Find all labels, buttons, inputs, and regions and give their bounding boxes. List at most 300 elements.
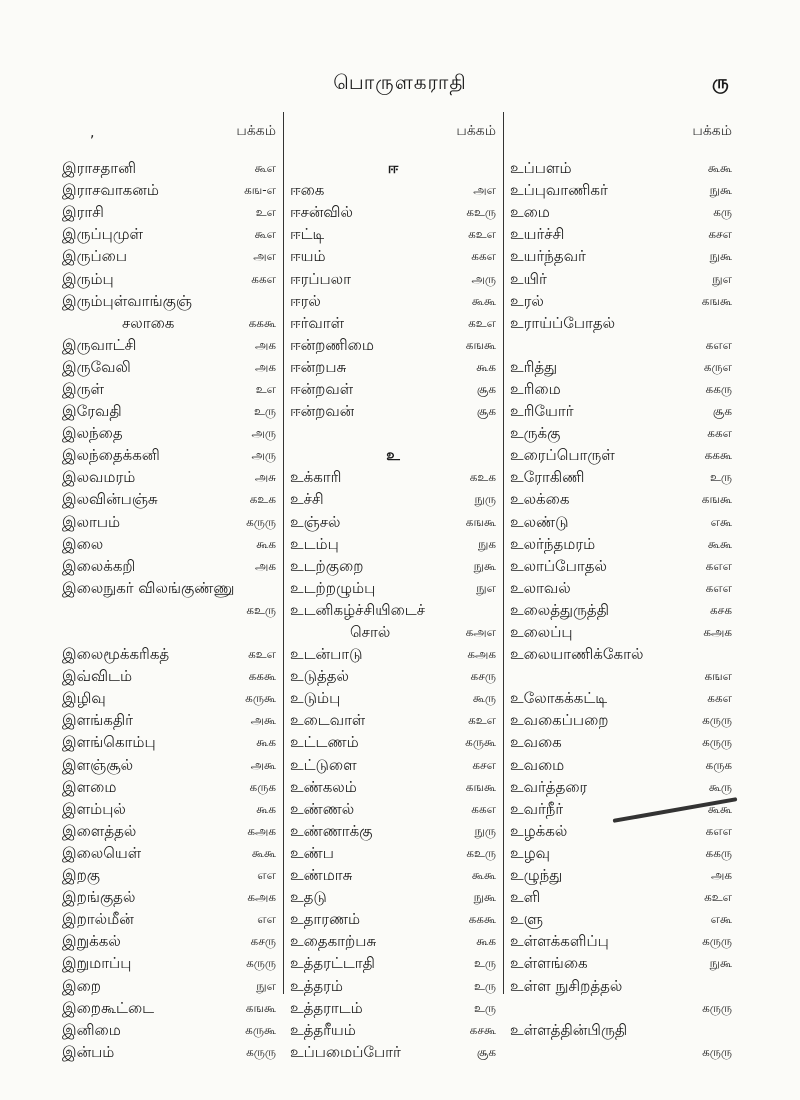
entry-word: உயிர்	[510, 269, 547, 288]
entry-word: ஈன்றபசு	[290, 357, 347, 376]
entry-word: உழவு	[510, 843, 551, 862]
entry-word: இறகு	[62, 866, 101, 885]
entry-word: உத்தரீயம்	[290, 1020, 356, 1039]
entry-word: இலவமரம்	[62, 468, 136, 487]
index-entry	[62, 489, 280, 511]
index-entry	[62, 534, 280, 556]
entry-word: உளி	[510, 888, 541, 907]
index-entry	[510, 512, 736, 534]
entry-word: உள்ள நுசிறத்தல்	[510, 976, 623, 995]
page-reference: கங-எ	[244, 183, 276, 198]
entry-list	[510, 158, 736, 1064]
index-entry	[510, 467, 736, 489]
page-reference: நுஎ	[712, 271, 732, 286]
page-reference: கசஎ	[708, 227, 732, 242]
page-reference: கஙகூ	[245, 1000, 276, 1015]
entry-word: உத்தராடம்	[290, 998, 363, 1017]
page-reference: கஅக	[247, 823, 276, 838]
page-reference: உஎ	[255, 205, 276, 220]
index-entry	[290, 799, 500, 821]
index-entry	[290, 246, 500, 268]
entry-word: இலைமூக்கரிகத்	[62, 645, 170, 664]
page-reference: உரு	[473, 978, 496, 993]
entry-word: இரும்புள்வாங்குஞ்	[62, 291, 192, 310]
entry-word: உலோகக்கட்டி	[510, 689, 608, 708]
entry-word: ஈர்வாள்	[290, 313, 345, 332]
page-reference: கஉரு	[466, 845, 496, 860]
entry-word: இருவேலி	[62, 357, 131, 376]
entry-word: இளங்கதிர்	[62, 711, 133, 730]
index-entry	[510, 799, 736, 821]
index-entry	[62, 821, 280, 843]
entry-word: இலையெள்	[62, 843, 142, 862]
page-reference: அரு	[251, 448, 276, 463]
entry-word: இவ்விடம்	[62, 667, 133, 686]
entry-word: உக்காரி	[290, 468, 342, 487]
page-reference: அகூ	[250, 713, 276, 728]
page-reference: கஎஎ	[705, 558, 732, 573]
index-entry	[62, 1020, 280, 1042]
page-reference: சூக	[476, 381, 496, 396]
entry-word: இராசி	[62, 203, 104, 222]
entry-word: இலந்தைக்கனி	[62, 446, 160, 465]
index-entry	[290, 357, 500, 379]
entry-word: உள்ளங்கை	[510, 954, 588, 973]
page-reference: கஙஎ	[704, 669, 732, 684]
page-reference: கருகூ	[465, 735, 496, 750]
index-entry	[62, 975, 280, 997]
page-reference: கஅக	[247, 890, 276, 905]
entry-word: இறுமாப்பு	[62, 954, 132, 973]
index-entry	[290, 556, 500, 578]
entry-word: இறை	[62, 976, 101, 995]
entry-word: உடற்றழும்பு	[290, 578, 376, 597]
page-reference: கூஎ	[254, 227, 276, 242]
index-entry	[62, 799, 280, 821]
page-reference: அக	[254, 359, 276, 374]
entry-word: உலர்ந்தமரம்	[510, 534, 596, 553]
entry-word: உடன்பாடு	[290, 645, 363, 664]
index-entry	[510, 291, 736, 313]
page-reference: கசக	[710, 602, 732, 617]
index-entry	[290, 931, 500, 953]
entry-word: உயர்ந்தவர்	[510, 247, 586, 266]
page-reference: கூகூ	[707, 536, 732, 551]
entry-word: உரிமை	[510, 379, 561, 398]
page-reference: நுரு	[474, 492, 496, 507]
entry-word: உள்ளத்தின்பிருதி	[510, 1020, 628, 1039]
entry-word: ஈன்றணிமை	[290, 335, 374, 354]
index-entry	[62, 335, 280, 357]
index-entry	[510, 246, 736, 268]
entry-word: உவகை	[510, 733, 562, 752]
page-reference: நுஎ	[476, 580, 496, 595]
index-entry	[62, 180, 280, 202]
entry-word: உமை	[510, 203, 550, 222]
page-reference: கஙகூ	[465, 337, 496, 352]
entry-word: உடைவாள்	[290, 711, 366, 730]
entry-word: ஈட்டி	[290, 225, 325, 244]
page-reference: நுஎ	[256, 978, 276, 993]
page-reference: கூக	[256, 536, 276, 551]
page-reference: கஉஎ	[468, 315, 496, 330]
entry-word: ஈசன்வில்	[290, 203, 353, 222]
section-letter	[290, 158, 500, 180]
page-reference: கூரு	[708, 779, 732, 794]
page-reference: கககூ	[248, 669, 276, 684]
index-entry	[62, 666, 280, 688]
page-reference: அக	[254, 558, 276, 573]
entry-word: உண்ணாக்கு	[290, 821, 373, 840]
index-entry	[62, 865, 280, 887]
index-entry	[290, 534, 500, 556]
page-reference: கூக	[256, 735, 276, 750]
entry-word: உண்கலம்	[290, 777, 357, 796]
page-reference: கருரு	[702, 735, 732, 750]
entry-word: உத்தரட்டாதி	[290, 954, 375, 973]
entry-word: ஈன்றவள்	[290, 379, 354, 398]
entry-word: இரும்பு	[62, 269, 114, 288]
column-heading: பக்கம்	[236, 123, 276, 139]
entry-word: ஈரல்	[290, 291, 321, 310]
page-reference: ககஎ	[471, 249, 496, 264]
stray-tick-mark: ,	[90, 125, 95, 141]
page-reference: கஉரு	[466, 205, 496, 220]
index-entry	[290, 512, 500, 534]
index-entry	[62, 401, 280, 423]
page-reference: கசகூ	[469, 1022, 496, 1037]
page-reference: நுக	[477, 536, 496, 551]
index-entry	[290, 379, 500, 401]
index-entry	[290, 909, 500, 931]
entry-word: உதைகாற்பசு	[290, 932, 377, 951]
entry-word: உதாரணம்	[290, 910, 361, 929]
index-entry	[290, 467, 500, 489]
index-entry	[290, 688, 500, 710]
page-reference: கஉரு	[246, 602, 276, 617]
index-entry	[290, 777, 500, 799]
page-reference: கசரு	[250, 934, 276, 949]
page-reference: கஉஎ	[704, 890, 732, 905]
entry-word: சொல்	[350, 623, 391, 642]
index-entry	[510, 931, 736, 953]
entry-word: இலந்தை	[62, 424, 123, 443]
index-entry	[290, 180, 500, 202]
index-entry	[510, 865, 736, 887]
index-entry	[510, 224, 736, 246]
entry-word: ஈ	[387, 159, 399, 178]
page-reference: கஙகூ	[465, 514, 496, 529]
entry-word: உழுந்து	[510, 866, 563, 885]
page-reference: கூகூ	[251, 845, 276, 860]
entry-word: இன்பம்	[62, 1042, 115, 1061]
page-reference: கூக	[476, 359, 496, 374]
entry-word: உழக்கல்	[510, 821, 568, 840]
page-reference: கூஎ	[254, 161, 276, 176]
entry-word: உவகைப்பறை	[510, 711, 609, 730]
page-reference: கருரு	[702, 713, 732, 728]
index-entry	[62, 291, 280, 313]
entry-word: உச்சி	[290, 490, 324, 509]
page-reference: சூக	[712, 404, 732, 419]
section-letter	[290, 445, 500, 467]
entry-word: இலவின்பஞ்சு	[62, 490, 158, 509]
entry-word: உண்மாசு	[290, 866, 353, 885]
page-reference: அகூ	[250, 757, 276, 772]
index-entry	[290, 423, 500, 445]
index-entry	[290, 887, 500, 909]
index-entry	[290, 224, 500, 246]
entry-word: இராசவாகனம்	[62, 181, 159, 200]
page-reference: கககூ	[468, 912, 496, 927]
index-entry	[290, 666, 500, 688]
index-entry	[290, 202, 500, 224]
index-column-2	[290, 116, 500, 1064]
page-reference: உரு	[473, 956, 496, 971]
page-reference: கஉக	[469, 470, 496, 485]
entry-word: இளம்புல்	[62, 799, 126, 818]
index-entry	[510, 755, 736, 777]
column-divider	[503, 112, 504, 994]
page-reference: கஅக	[703, 625, 732, 640]
entry-word: உடுத்தல்	[290, 667, 349, 686]
page-reference: கருகூ	[245, 691, 276, 706]
page-reference: கூகூ	[707, 161, 732, 176]
page-reference: கஉஎ	[248, 647, 276, 662]
index-entry	[62, 732, 280, 754]
entry-word: உ	[386, 446, 400, 465]
page-reference: கூகூ	[707, 801, 732, 816]
entry-word: இளைத்தல்	[62, 821, 137, 840]
entry-word: ஈரப்பலா	[290, 269, 351, 288]
entry-word: உப்பமைப்போர்	[290, 1042, 401, 1061]
index-entry	[62, 755, 280, 777]
index-entry	[510, 777, 736, 799]
page-reference: அக	[710, 868, 732, 883]
entry-word: உவர்த்தரை	[510, 777, 588, 796]
entry-list	[290, 158, 500, 1064]
index-entry	[510, 202, 736, 224]
index-entry	[510, 313, 736, 335]
index-entry	[510, 578, 736, 600]
page-reference: கருக	[249, 779, 276, 794]
index-entry	[290, 600, 500, 622]
index-entry	[510, 887, 736, 909]
index-entry	[62, 1042, 280, 1064]
page-reference: கருரு	[246, 514, 276, 529]
entry-word: உரைப்பொருள்	[510, 446, 615, 465]
column-heading: பக்கம்	[692, 123, 732, 139]
page-reference: கஉஎ	[468, 713, 496, 728]
page-reference: உஎ	[255, 381, 276, 396]
index-entry	[62, 688, 280, 710]
index-entry	[290, 1042, 500, 1064]
entry-word: உடற்குறை	[290, 556, 364, 575]
index-entry	[62, 843, 280, 865]
entry-word: இருப்புமுள்	[62, 225, 144, 244]
entry-word: உண்ப	[290, 843, 334, 862]
index-entry	[62, 710, 280, 732]
page-reference: ககஎ	[707, 691, 732, 706]
page-reference: கஙகூ	[701, 293, 732, 308]
index-entry	[62, 887, 280, 909]
page-reference: அரு	[251, 426, 276, 441]
entry-word: சலாகை	[122, 313, 175, 332]
page-reference: அக	[254, 337, 276, 352]
index-entry	[290, 291, 500, 313]
index-entry	[510, 666, 736, 688]
page-reference: கஉஎ	[468, 227, 496, 242]
index-column-3	[510, 116, 736, 1064]
index-entry	[290, 821, 500, 843]
index-entry	[510, 710, 736, 732]
index-entry	[510, 644, 736, 666]
entry-word: உவமை	[510, 755, 565, 774]
index-entry	[62, 268, 280, 290]
entry-word: உலண்டு	[510, 512, 569, 531]
page-reference: கூக	[476, 934, 496, 949]
index-entry	[290, 755, 500, 777]
index-entry	[510, 622, 736, 644]
page-reference: ககஎ	[251, 271, 276, 286]
page-reference: கருரு	[246, 1044, 276, 1059]
page-reference: நுரு	[474, 823, 496, 838]
page-reference: கரு	[713, 205, 732, 220]
entry-word: ஈன்றவன்	[290, 402, 355, 421]
index-entry	[510, 357, 736, 379]
page-reference: கஅக	[467, 647, 496, 662]
index-entry	[62, 622, 280, 644]
entry-word: இளஞ்சூல்	[62, 755, 134, 774]
index-entry	[62, 998, 280, 1020]
index-entry	[62, 357, 280, 379]
index-entry	[510, 998, 736, 1020]
entry-word: இராசதானி	[62, 159, 137, 178]
index-entry	[510, 600, 736, 622]
page-reference: ககரு	[705, 845, 732, 860]
index-entry	[62, 953, 280, 975]
index-entry	[62, 467, 280, 489]
index-entry	[510, 180, 736, 202]
entry-word: உலக்கை	[510, 490, 570, 509]
entry-word: உலாப்போதல்	[510, 556, 607, 575]
entry-word: ஈகை	[290, 181, 325, 200]
entry-word: உரோகிணி	[510, 468, 585, 487]
index-entry	[510, 335, 736, 357]
index-entry	[62, 202, 280, 224]
page-reference: கூகூ	[471, 868, 496, 883]
index-entry	[510, 953, 736, 975]
entry-word: இலைநுகர் விலங்குண்ணு	[62, 578, 235, 597]
page-reference: கஅஎ	[465, 625, 496, 640]
index-entry	[510, 732, 736, 754]
entry-word: இலாபம்	[62, 512, 121, 531]
page-reference: ககஎ	[471, 801, 496, 816]
entry-word: இருப்பை	[62, 247, 128, 266]
entry-word: இறால்மீன்	[62, 910, 134, 929]
index-entry	[62, 423, 280, 445]
index-entry	[510, 975, 736, 997]
entry-word: உவர்நீர்	[510, 799, 564, 818]
index-entry	[510, 556, 736, 578]
entry-word: உலைப்பு	[510, 623, 573, 642]
entry-word: இளங்கொம்பு	[62, 733, 156, 752]
entry-word: உலாவல்	[510, 578, 571, 597]
page-reference: கருரு	[702, 1000, 732, 1015]
entry-word: உடம்பு	[290, 534, 339, 553]
page-reference: கஙகூ	[465, 779, 496, 794]
page-reference: நுகூ	[709, 183, 732, 198]
page-reference: உரு	[709, 470, 732, 485]
page-reference: கஎஎ	[705, 823, 732, 838]
index-entry	[510, 268, 736, 290]
index-entry	[290, 489, 500, 511]
page-reference: அரு	[471, 271, 496, 286]
column-heading: பக்கம்	[456, 123, 496, 139]
entry-word: ஈயம்	[290, 247, 326, 266]
index-entry	[62, 556, 280, 578]
index-entry	[510, 1020, 736, 1042]
entry-word: இரேவதி	[62, 402, 122, 421]
index-entry	[62, 909, 280, 931]
page-reference: ககரு	[705, 381, 732, 396]
page-reference: எஎ	[257, 912, 276, 927]
entry-word: இருள்	[62, 379, 105, 398]
index-entry	[290, 313, 500, 335]
index-entry	[62, 224, 280, 246]
entry-word: உலையாணிக்கோல்	[510, 645, 644, 664]
entry-word: இறங்குதல்	[62, 888, 136, 907]
index-entry	[290, 710, 500, 732]
index-entry	[290, 732, 500, 754]
page-reference: கஎஎ	[705, 580, 732, 595]
entry-word: உதடு	[290, 888, 327, 907]
entry-word: உடும்பு	[290, 689, 341, 708]
column-divider	[283, 112, 284, 994]
index-entry	[510, 1042, 736, 1064]
index-entry	[62, 600, 280, 622]
entry-word: இலை	[62, 534, 104, 553]
entry-word: இருவாட்சி	[62, 335, 137, 354]
index-entry	[510, 534, 736, 556]
index-entry	[62, 445, 280, 467]
entry-word: உராய்ப்போதல்	[510, 313, 616, 332]
page-title: பொருளகராதி	[333, 70, 467, 94]
index-entry	[290, 975, 500, 997]
index-entry	[510, 821, 736, 843]
index-entry	[62, 158, 280, 180]
page-reference: கூரு	[472, 691, 496, 706]
entry-word: உடனிகழ்ச்சியிடைச்	[290, 600, 426, 619]
page-reference: எஎ	[257, 868, 276, 883]
index-entry	[290, 644, 500, 666]
entry-word: இறைகூட்டை	[62, 998, 155, 1017]
index-entry	[510, 423, 736, 445]
page-reference: கருரு	[702, 934, 732, 949]
page-reference: கருஎ	[703, 359, 732, 374]
index-entry	[510, 909, 736, 931]
page-reference: கககூ	[248, 315, 276, 330]
page-reference: எகூ	[710, 912, 732, 927]
page-reference: கசஎ	[472, 757, 496, 772]
page-reference: உரு	[473, 1000, 496, 1015]
entry-word: இறுக்கல்	[62, 932, 121, 951]
page-reference: கருக	[705, 757, 732, 772]
index-entry	[290, 843, 500, 865]
index-entry	[62, 578, 280, 600]
page-reference: கருரு	[702, 1044, 732, 1059]
index-entry	[62, 313, 280, 335]
